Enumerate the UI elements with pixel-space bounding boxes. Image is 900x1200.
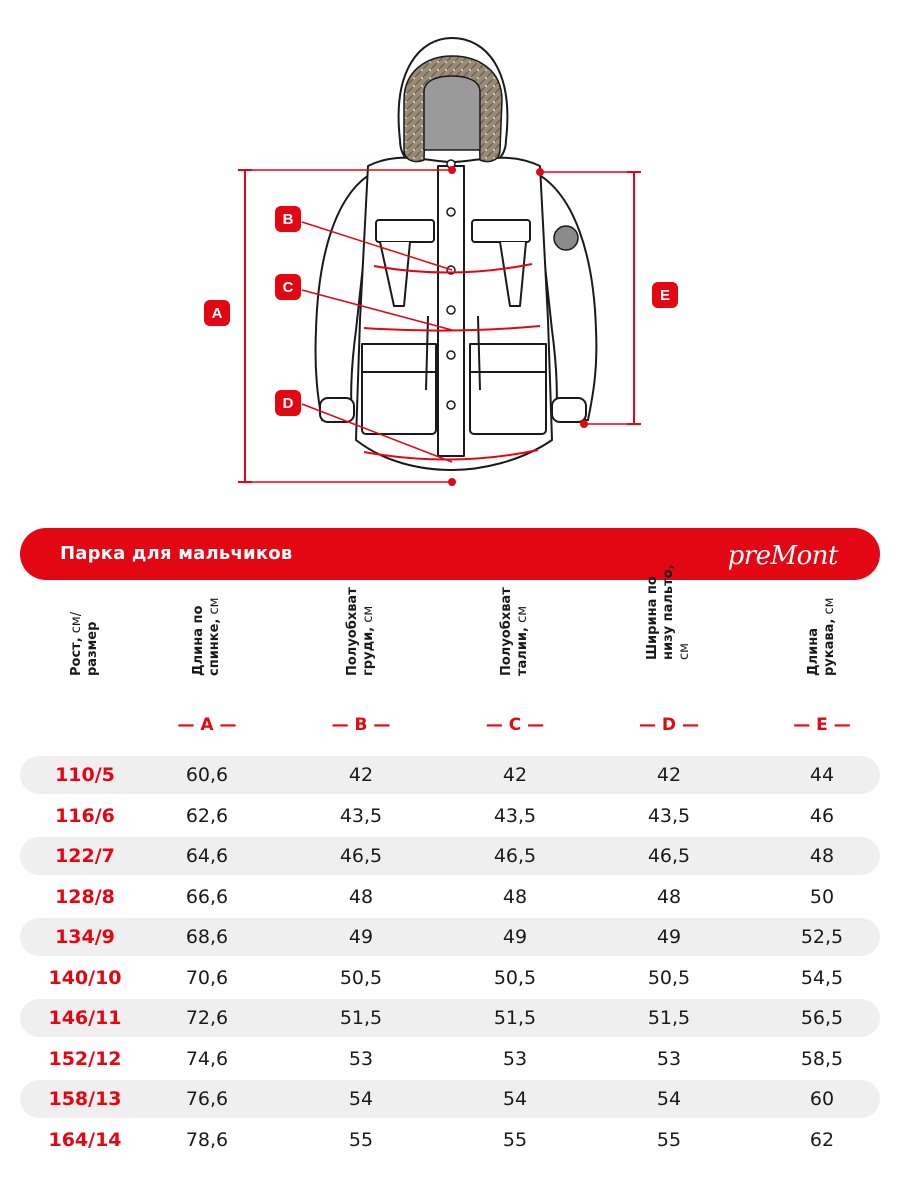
table-cell: 44: [809, 764, 835, 786]
table-cell: 76,6: [185, 1088, 229, 1110]
size-cell: 158/13: [48, 1088, 122, 1110]
column-header-text: Полуобхват талии, см: [499, 587, 530, 676]
column-header-1: [147, 597, 267, 708]
table-cell: 60: [809, 1088, 835, 1110]
column-header-5: [762, 597, 882, 708]
table-cell: 42: [348, 764, 374, 786]
title-banner: [20, 528, 880, 580]
table-cell: 43,5: [493, 804, 537, 827]
size-cell: 152/12: [48, 1047, 122, 1070]
column-header-2: [301, 587, 421, 708]
table-cell: 51,5: [647, 1007, 691, 1029]
badge-d: D: [282, 395, 294, 412]
table-cell: 53: [656, 1047, 682, 1070]
size-cell: 146/11: [48, 1007, 122, 1029]
badge-a: A: [211, 305, 223, 322]
table-cell: 70,6: [185, 966, 229, 989]
table-cell: 48: [656, 885, 682, 908]
size-cell: 122/7: [55, 845, 115, 867]
table-cell: 58,5: [800, 1047, 844, 1070]
table-cell: 49: [348, 926, 374, 948]
table-cell: 50,5: [493, 966, 537, 989]
column-header-text: Длина по спинке, см: [191, 597, 222, 676]
column-header-text: Полуобхват груди, см: [345, 587, 376, 676]
table-cell: 52,5: [800, 926, 844, 948]
column-header-4: [609, 564, 729, 708]
column-letter: — E —: [793, 715, 851, 735]
table-cell: 78,6: [185, 1128, 229, 1151]
table-cell: 49: [502, 926, 528, 948]
table-cell: 55: [656, 1128, 682, 1151]
table-cell: 43,5: [647, 804, 691, 827]
table-cell: 74,6: [185, 1047, 229, 1070]
table-cell: 50,5: [339, 966, 383, 989]
table-cell: 55: [502, 1128, 528, 1151]
column-header-0: [25, 604, 145, 708]
column-letter: — B —: [331, 715, 391, 735]
table-cell: 54,5: [800, 966, 844, 989]
column-header-text: Ширина по низу пальто, см: [645, 564, 692, 660]
table-cell: 46,5: [493, 845, 537, 867]
column-letter: — A —: [177, 715, 237, 735]
size-cell: 128/8: [55, 885, 115, 908]
table-cell: 48: [502, 885, 528, 908]
size-cell: 164/14: [48, 1128, 122, 1151]
parka-measurement-diagram: [0, 0, 900, 505]
column-header-text: Длина рукава, см: [806, 597, 837, 676]
table-cell: 43,5: [339, 804, 383, 827]
brand-logo: preMont: [727, 541, 838, 571]
table-cell: 46,5: [647, 845, 691, 867]
table-cell: 55: [348, 1128, 374, 1151]
table-cell: 54: [348, 1088, 374, 1110]
table-cell: 54: [656, 1088, 682, 1110]
table-cell: 62,6: [185, 804, 229, 827]
table-cell: 50: [809, 885, 835, 908]
badge-b: B: [282, 211, 294, 228]
table-cell: 50,5: [647, 966, 691, 989]
table-cell: 64,6: [185, 845, 229, 867]
table-cell: 62: [809, 1128, 835, 1151]
table-cell: 48: [809, 845, 835, 867]
table-cell: 51,5: [339, 1007, 383, 1029]
table-cell: 46: [809, 804, 835, 827]
sleeve-badge-icon: [554, 226, 578, 250]
column-header-3: [455, 587, 575, 708]
banner-title: Парка для мальчиков: [60, 543, 293, 564]
table-cell: 53: [348, 1047, 374, 1070]
table-cell: 42: [502, 764, 528, 786]
column-letter: — C —: [485, 715, 545, 735]
size-cell: 134/9: [55, 926, 115, 948]
table-cell: 56,5: [800, 1007, 844, 1029]
table-cell: 54: [502, 1088, 528, 1110]
column-letter: — D —: [639, 715, 699, 735]
table-cell: 60,6: [185, 764, 229, 786]
table-cell: 51,5: [493, 1007, 537, 1029]
table-cell: 48: [348, 885, 374, 908]
badge-e: E: [659, 287, 671, 304]
column-header-text: Рост, см/ размер: [69, 611, 100, 676]
size-cell: 140/10: [48, 966, 122, 989]
size-cell: 116/6: [55, 804, 115, 827]
table-cell: 53: [502, 1047, 528, 1070]
badge-c: C: [282, 279, 294, 296]
table-cell: 49: [656, 926, 682, 948]
table-cell: 72,6: [185, 1007, 229, 1029]
table-cell: 66,6: [185, 885, 229, 908]
size-cell: 110/5: [55, 764, 115, 786]
table-cell: 42: [656, 764, 682, 786]
table-cell: 46,5: [339, 845, 383, 867]
table-cell: 68,6: [185, 926, 229, 948]
